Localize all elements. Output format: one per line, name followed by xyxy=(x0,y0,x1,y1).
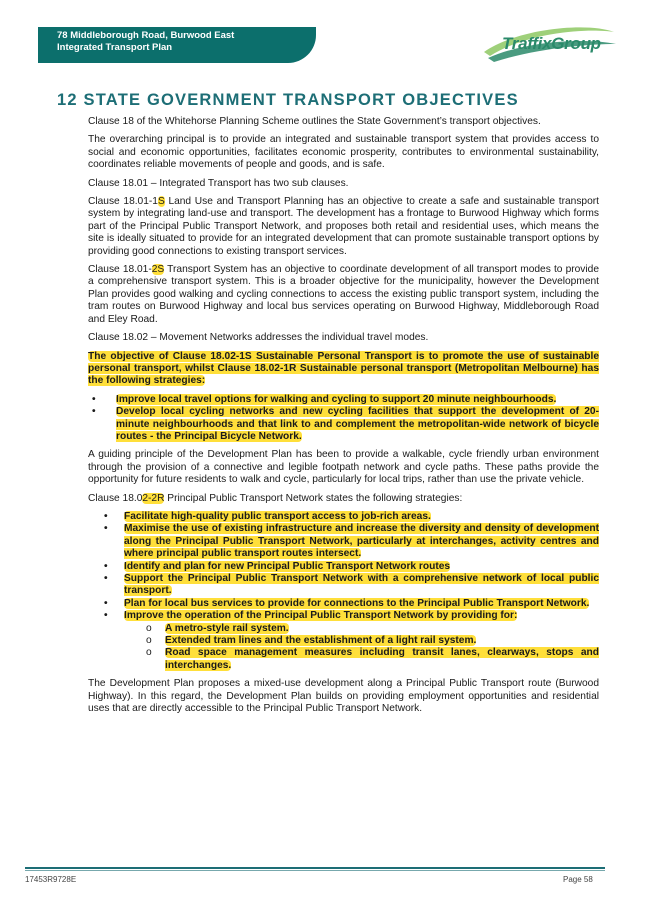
sub-list-item xyxy=(88,623,599,635)
highlighted-text: Facilitate high-quality public transport access to job-rich areas. xyxy=(124,510,431,522)
text-run: Clause 18.01-1 xyxy=(88,196,158,208)
highlighted-text: Identify and plan for new Principal Public Transport Network routes xyxy=(124,560,451,572)
text-run: Land Use and Transport Planning has an objective to create a safe and sustainable transport system by integrating land-use and transport. The development has a frontage to Burwood Highway which forms part of the Principal Public Transport Network, and proposes both retail and residential uses, which means the site is ideally situated to provide for an integrated development that can promote sustainable transport options by providing good connections to existing transport services. xyxy=(88,196,599,257)
text-run: Transport System has an objective to coordinate development of all transport modes to provide a comprehensive transport system. This is a broader objective for the municipality, however the Development Plan provides good walking and cycling connections to access the existing public transport system, including the tram routes on Burwood Highway and local bus services operating on Burwood Highway, Middleborough Road and Eley Road. xyxy=(88,264,599,325)
list-item xyxy=(88,406,599,443)
bullet-icon: • xyxy=(92,393,96,405)
logo-wordmark: TraffixGroup xyxy=(502,34,601,53)
list-item xyxy=(88,610,599,622)
list-item xyxy=(88,511,599,523)
paragraph xyxy=(88,493,599,505)
bullet-icon: • xyxy=(104,560,108,572)
highlighted-text: S xyxy=(157,196,165,208)
sub-bullet-icon: o xyxy=(146,635,152,647)
highlighted-text: 2-2R xyxy=(142,492,165,504)
bullet-icon: • xyxy=(104,523,108,535)
bullet-icon: • xyxy=(104,573,108,584)
list-item xyxy=(88,394,599,406)
page-number: Page 58 xyxy=(563,875,593,884)
paragraph: Clause 18 of the Whitehorse Planning Scheme outlines the State Government’s transport objectives. xyxy=(88,116,541,127)
sub-bullet-icon: o xyxy=(146,622,152,634)
paragraph: A guiding principle of the Development Plan has been to provide a walkable, cycle friendly urban environment through the provision of a connective and legible footpath network and cycle paths. These paths provide the opportunity for future residents to walk and cycle, particularly for local trips, rather than use the private vehicle. xyxy=(88,449,599,486)
bullet-list xyxy=(88,511,599,672)
paragraph: Clause 18.01 – Integrated Transport has two sub clauses. xyxy=(88,177,349,189)
list-item xyxy=(88,523,599,560)
section-heading: 12 STATE GOVERNMENT TRANSPORT OBJECTIVES xyxy=(57,91,519,109)
footer-divider xyxy=(25,870,605,871)
paragraph xyxy=(88,196,599,258)
document-body xyxy=(88,116,599,721)
bullet-icon: • xyxy=(92,406,96,418)
highlighted-text: Extended tram lines and the establishment of a light rail system. xyxy=(165,635,477,647)
bullet-icon: • xyxy=(104,510,108,522)
highlighted-text: Improve the operation of the Principal Public Transport Network by providing for: xyxy=(124,610,518,622)
highlighted-text: Maximise the use of existing infrastructure and increase the diversity and density of development along the Principal Public Transport Network, particularly at interchanges, activity centres and where principal public transport routes intersect. xyxy=(124,523,599,560)
highlighted-text: Plan for local bus services to provide for connections to the Principal Public Transport Network. xyxy=(124,597,590,609)
list-item xyxy=(88,573,599,598)
highlighted-text: Support the Principal Public Transport Network with a comprehensive network of local public transport. xyxy=(124,573,599,597)
bullet-list xyxy=(88,394,599,444)
document-reference: 17453R9728E xyxy=(25,875,77,884)
text-run: Clause 18.0 xyxy=(88,492,143,504)
paragraph xyxy=(88,264,599,326)
sub-list-item xyxy=(88,635,599,647)
header-title xyxy=(57,30,234,54)
text-run: Principal Public Transport Network states the following strategies: xyxy=(164,492,463,504)
header-line-2: Integrated Transport Plan xyxy=(57,42,173,53)
highlighted-text: Improve local travel options for walking and cycling to support 20 minute neighbourhoods. xyxy=(116,393,557,405)
highlighted-text: A metro-style rail system. xyxy=(165,622,289,634)
bullet-icon: • xyxy=(104,610,108,622)
paragraph: The Development Plan proposes a mixed-use development along a Principal Public Transport route (Burwood Highway). In this regard, the Development Plan builds on providing employment opportunities and residential uses that are directly accessible to the Principal Public Transport Network. xyxy=(88,678,599,715)
header-line-1: 78 Middleborough Road, Burwood East xyxy=(57,30,235,41)
bullet-icon: • xyxy=(104,597,108,609)
highlighted-text: The objective of Clause 18.02-1S Sustainable Personal Transport is to promote the use of sustainable personal transport, whilst Clause 18.02-1R Sustainable personal transport (Metropolitan Melbourne) has the following strategies: xyxy=(88,350,599,387)
highlighted-text: 2S xyxy=(151,264,165,276)
paragraph: The overarching principal is to provide an integrated and sustainable transport system that provides access to social and economic opportunities, facilitates economic prosperity, contributes to environmental sustainability, coordinates reliable movements of people and goods, and is safe. xyxy=(88,134,599,171)
paragraph: Clause 18.02 – Movement Networks addresses the individual travel modes. xyxy=(88,332,429,344)
footer-divider xyxy=(25,867,605,869)
page-header xyxy=(0,0,653,68)
list-item xyxy=(88,561,599,573)
text-run: Clause 18.01- xyxy=(88,264,152,276)
paragraph xyxy=(88,351,599,388)
highlighted-text: Road space management measures including transit lanes, clearways, stops and interchanges. xyxy=(165,647,599,671)
highlighted-text: Develop local cycling networks and new cycling facilities that support the development of 20-minute neighbourhoods and that link to and complement the metropolitan-wide network of bicycle routes - the Principal Bicycle Network. xyxy=(116,406,599,442)
sub-bullet-icon: o xyxy=(146,647,152,659)
list-item xyxy=(88,598,599,610)
sub-list-item xyxy=(88,647,599,672)
